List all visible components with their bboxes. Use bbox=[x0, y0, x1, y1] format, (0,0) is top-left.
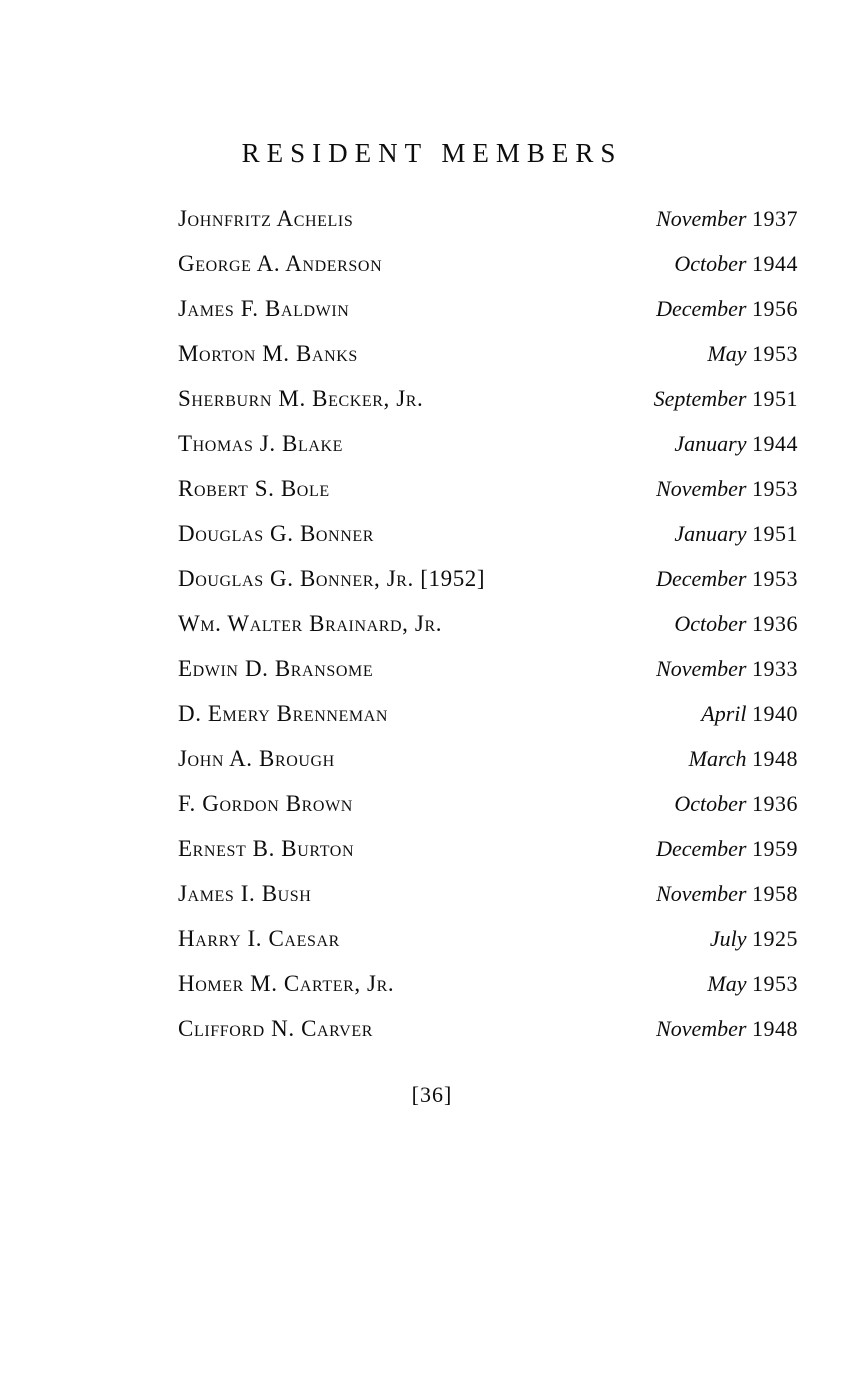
member-date bbox=[656, 286, 798, 331]
member-name: George A. Anderson bbox=[178, 251, 383, 276]
member-date-year: 1953 bbox=[752, 971, 798, 996]
member-date bbox=[674, 601, 798, 646]
member-row bbox=[178, 511, 798, 556]
member-date-year: 1948 bbox=[752, 746, 798, 771]
member-date bbox=[656, 871, 798, 916]
member-date-month: December bbox=[656, 836, 747, 861]
member-name: Thomas J. Blake bbox=[178, 431, 344, 456]
member-name: Homer M. Carter, Jr. bbox=[178, 971, 395, 996]
member-row bbox=[178, 826, 798, 871]
member-row bbox=[178, 781, 798, 826]
member-date bbox=[656, 826, 798, 871]
member-date bbox=[674, 421, 798, 466]
member-name: Harry I. Caesar bbox=[178, 926, 340, 951]
member-name: Douglas G. Bonner bbox=[178, 521, 375, 546]
member-date bbox=[656, 196, 798, 241]
member-date-month: July bbox=[709, 926, 747, 951]
member-row bbox=[178, 421, 798, 466]
member-date-year: 1953 bbox=[752, 476, 798, 501]
member-row bbox=[178, 601, 798, 646]
member-date-month: December bbox=[656, 566, 747, 591]
member-date-month: December bbox=[656, 296, 747, 321]
member-date-year: 1953 bbox=[752, 341, 798, 366]
member-name: D. Emery Brenneman bbox=[178, 701, 389, 726]
member-row bbox=[178, 871, 798, 916]
member-name: James F. Baldwin bbox=[178, 296, 350, 321]
member-name: Edwin D. Bransome bbox=[178, 656, 374, 681]
member-date bbox=[656, 646, 798, 691]
member-row bbox=[178, 1006, 798, 1051]
page-title: RESIDENT MEMBERS bbox=[241, 138, 623, 168]
member-name: James I. Bush bbox=[178, 881, 312, 906]
member-date-month: May bbox=[707, 341, 747, 366]
member-date-month: September bbox=[653, 386, 747, 411]
member-name: Ernest B. Burton bbox=[178, 836, 355, 861]
member-date bbox=[710, 916, 798, 961]
member-date-year: 1953 bbox=[752, 566, 798, 591]
member-row bbox=[178, 691, 798, 736]
member-date-month: November bbox=[656, 881, 747, 906]
member-date bbox=[656, 466, 798, 511]
member-date-month: May bbox=[707, 971, 747, 996]
member-date-year: 1940 bbox=[752, 701, 798, 726]
member-name: Clifford N. Carver bbox=[178, 1016, 373, 1041]
member-name: Morton M. Banks bbox=[178, 341, 358, 366]
member-date bbox=[656, 1006, 798, 1051]
member-list bbox=[178, 196, 798, 1051]
member-date-year: 1944 bbox=[752, 251, 798, 276]
member-date-month: October bbox=[674, 791, 747, 816]
member-row bbox=[178, 646, 798, 691]
page-number: [36] bbox=[411, 1082, 453, 1107]
member-date-month: October bbox=[674, 251, 747, 276]
member-date bbox=[707, 331, 798, 376]
member-row bbox=[178, 736, 798, 781]
member-date bbox=[707, 961, 798, 1006]
member-date-month: November bbox=[656, 1016, 747, 1041]
member-name: Douglas G. Bonner, Jr. [1952] bbox=[178, 566, 486, 591]
member-date-year: 1936 bbox=[752, 611, 798, 636]
member-date bbox=[656, 556, 798, 601]
member-name: Sherburn M. Becker, Jr. bbox=[178, 386, 424, 411]
member-date-year: 1959 bbox=[752, 836, 798, 861]
member-date-month: November bbox=[656, 206, 747, 231]
member-date-year: 1933 bbox=[752, 656, 798, 681]
member-date-year: 1925 bbox=[752, 926, 798, 951]
member-date-month: November bbox=[656, 476, 747, 501]
member-name: John A. Brough bbox=[178, 746, 335, 771]
member-date-month: October bbox=[674, 611, 747, 636]
member-name: F. Gordon Brown bbox=[178, 791, 353, 816]
member-date bbox=[689, 736, 798, 781]
member-date-year: 1944 bbox=[752, 431, 798, 456]
member-date-month: January bbox=[674, 521, 747, 546]
member-date bbox=[674, 241, 798, 286]
member-date-year: 1937 bbox=[752, 206, 798, 231]
member-row bbox=[178, 556, 798, 601]
member-name: Robert S. Bole bbox=[178, 476, 330, 501]
member-row bbox=[178, 196, 798, 241]
member-date-month: March bbox=[688, 746, 747, 771]
member-date-year: 1951 bbox=[752, 386, 798, 411]
member-name: Johnfritz Achelis bbox=[178, 206, 354, 231]
member-date-month: November bbox=[656, 656, 747, 681]
member-row bbox=[178, 466, 798, 511]
member-name: Wm. Walter Brainard, Jr. bbox=[178, 611, 443, 636]
member-row bbox=[178, 331, 798, 376]
member-date bbox=[654, 376, 798, 421]
member-date-year: 1951 bbox=[752, 521, 798, 546]
member-date-year: 1948 bbox=[752, 1016, 798, 1041]
member-date bbox=[674, 781, 798, 826]
member-date-month: April bbox=[701, 701, 747, 726]
member-row bbox=[178, 286, 798, 331]
member-date bbox=[701, 691, 798, 736]
member-date-month: January bbox=[674, 431, 747, 456]
member-row bbox=[178, 961, 798, 1006]
member-date-year: 1958 bbox=[752, 881, 798, 906]
member-row bbox=[178, 916, 798, 961]
member-row bbox=[178, 241, 798, 286]
member-date bbox=[674, 511, 798, 556]
member-date-year: 1936 bbox=[752, 791, 798, 816]
member-row bbox=[178, 376, 798, 421]
member-date-year: 1956 bbox=[752, 296, 798, 321]
